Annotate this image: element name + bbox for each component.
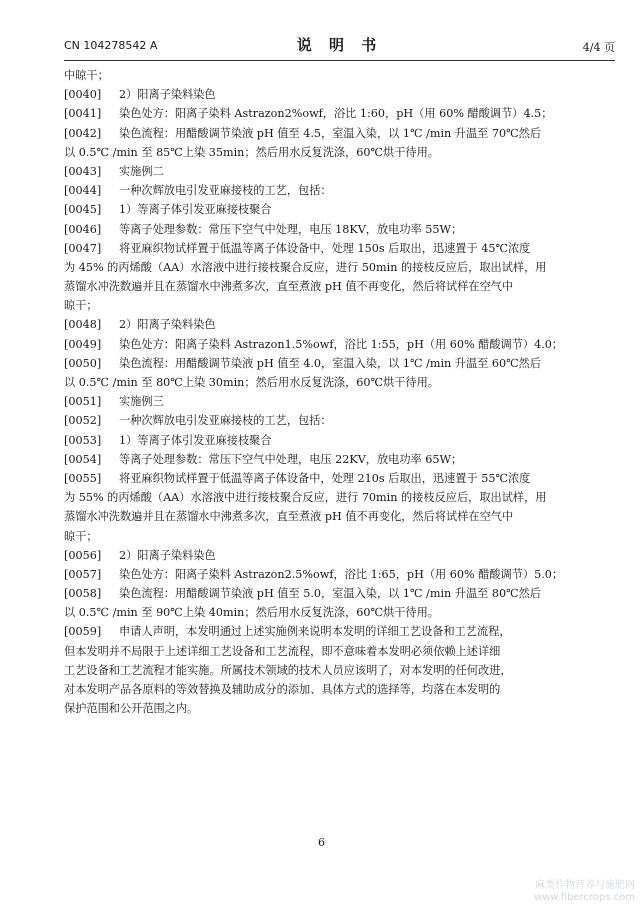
- paragraph-line: [64, 220, 603, 239]
- continuation-line: [64, 527, 603, 546]
- line-text: 为 45% 的丙烯酸（AA）水溶液中进行接枝聚合反应，进行 50min 的接枝反应后，取出试样，用: [64, 260, 547, 274]
- paragraph-number: [0052]: [64, 414, 102, 428]
- paragraph-line: [64, 239, 603, 258]
- continuation-line: [64, 603, 603, 622]
- paragraph-number: [0042]: [64, 126, 102, 140]
- paragraph-number: [0045]: [64, 203, 102, 217]
- document-body: [64, 66, 603, 718]
- line-text: 实施例二: [119, 164, 164, 178]
- page-count: 4/4 页: [582, 41, 615, 54]
- paragraph-line: [64, 85, 603, 104]
- paragraph-line: [64, 335, 603, 354]
- paragraph-line: [64, 469, 603, 488]
- line-text: 晾干；: [64, 529, 98, 543]
- line-text: 申请人声明，本发明通过上述实施例来说明本发明的详细工艺设备和工艺流程，: [119, 625, 511, 639]
- watermark-line-1: 麻类作物营养与施肥网: [535, 880, 635, 891]
- line-text: 但本发明并不局限于上述详细工艺设备和工艺流程，即不意味着本发明必须依赖上述详细: [64, 644, 501, 658]
- continuation-line: [64, 66, 603, 85]
- paragraph-number: [0043]: [64, 164, 102, 178]
- continuation-line: [64, 373, 603, 392]
- paragraph-number: [0049]: [64, 337, 102, 351]
- line-text: 等离子处理参数：常压下空气中处理，电压 22KV，放电功率 65W；: [119, 452, 463, 466]
- line-text: 2）阳离子染料染色: [119, 88, 216, 102]
- continuation-line: [64, 699, 603, 718]
- line-text: 为 55% 的丙烯酸（AA）水溶液中进行接枝聚合反应，进行 70min 的接枝反应后，取出试样，用: [64, 491, 547, 505]
- line-text: 等离子处理参数：常压下空气中处理，电压 18KV，放电功率 55W；: [119, 222, 463, 236]
- line-text: 一种次辉放电引发亚麻接枝的工艺，包括：: [119, 414, 332, 428]
- paragraph-line: [64, 162, 603, 181]
- paragraph-number: [0046]: [64, 222, 102, 236]
- continuation-line: [64, 143, 603, 162]
- watermark-line-2: www.fibercrops.com: [533, 892, 635, 903]
- page-number: 6: [318, 836, 325, 849]
- continuation-line: [64, 642, 603, 661]
- line-text: 对本发明产品各原料的等效替换及辅助成分的添加、具体方式的选择等，均落在本发明的: [64, 683, 501, 696]
- line-text: 将亚麻织物试样置于低温等离子体设备中，处理 210s 后取出，迅速置于 55℃浓度: [119, 471, 531, 485]
- continuation-line: [64, 277, 603, 296]
- paragraph-number: [0041]: [64, 107, 102, 121]
- paragraph-number: [0058]: [64, 587, 102, 601]
- watermark: [534, 880, 635, 904]
- paragraph-line: [64, 200, 603, 219]
- line-text: 1）等离子体引发亚麻接枝聚合: [119, 433, 272, 447]
- line-text: 蒸馏水冲洗数遍并且在蒸馏水中沸煮多次，直至煮液 pH 值不再变化，然后将试样在空气中: [64, 510, 514, 524]
- line-text: 染色处方：阳离子染料 Astrazon1.5%owf，浴比 1:55，pH（用 60% 醋酸调节）4.0；: [119, 337, 564, 351]
- continuation-line: [64, 507, 603, 526]
- paragraph-number: [0054]: [64, 452, 102, 466]
- paragraph-line: [64, 450, 603, 469]
- line-text: 保护范围和公开范围之内。: [64, 702, 199, 716]
- paragraph-number: [0050]: [64, 356, 102, 370]
- line-text: 中晾干；: [64, 69, 109, 82]
- line-text: 实施例三: [119, 395, 164, 409]
- document-number: CN 104278542 A: [64, 39, 158, 52]
- paragraph-number: [0056]: [64, 548, 102, 562]
- paragraph-line: [64, 315, 603, 334]
- line-text: 2）阳离子染料染色: [119, 548, 216, 562]
- continuation-line: [64, 661, 603, 680]
- paragraph-line: [64, 546, 603, 565]
- paragraph-number: [0055]: [64, 471, 102, 485]
- paragraph-number: [0051]: [64, 395, 102, 409]
- paragraph-line: [64, 354, 603, 373]
- paragraph-number: [0048]: [64, 318, 102, 332]
- continuation-line: [64, 680, 603, 699]
- page-header: [64, 34, 615, 56]
- paragraph-line: [64, 431, 603, 450]
- paragraph-line: [64, 104, 603, 123]
- line-text: 染色流程：用醋酸调节染液 pH 值至 5.0，室温入染，以 1℃ /min 升温至 80℃然后: [119, 587, 542, 601]
- paragraph-number: [0059]: [64, 625, 102, 639]
- line-text: 晾干；: [64, 299, 98, 313]
- line-text: 蒸馏水冲洗数遍并且在蒸馏水中沸煮多次，直至煮液 pH 值不再变化，然后将试样在空气中: [64, 280, 514, 294]
- line-text: 染色处方：阳离子染料 Astrazon2%owf，浴比 1:60，pH（用 60% 醋酸调节）4.5；: [119, 107, 553, 121]
- paragraph-line: [64, 392, 603, 411]
- paragraph-number: [0044]: [64, 184, 102, 198]
- line-text: 染色流程：用醋酸调节染液 pH 值至 4.0，室温入染，以 1℃ /min 升温至 60℃然后: [119, 356, 542, 370]
- continuation-line: [64, 296, 603, 315]
- paragraph-number: [0040]: [64, 88, 102, 102]
- paragraph-line: [64, 622, 603, 641]
- line-text: 以 0.5℃ /min 至 80℃上染 30min；然后用水反复洗涤，60℃烘干待用。: [64, 376, 439, 389]
- continuation-line: [64, 488, 603, 507]
- line-text: 以 0.5℃ /min 至 85℃上染 35min；然后用水反复洗涤，60℃烘干待用。: [64, 145, 439, 159]
- paragraph-line: [64, 584, 603, 603]
- paragraph-line: [64, 411, 603, 430]
- document-title: 说 明 书: [296, 36, 383, 54]
- line-text: 染色流程：用醋酸调节染液 pH 值至 4.5，室温入染，以 1℃ /min 升温至 70℃然后: [119, 126, 542, 140]
- line-text: 染色处方：阳离子染料 Astrazon2.5%owf，浴比 1:65，pH（用 60% 醋酸调节）5.0；: [119, 567, 564, 581]
- line-text: 工艺设备和工艺流程才能实施。所属技术领域的技术人员应该明了，对本发明的任何改进，: [64, 663, 512, 677]
- line-text: 2）阳离子染料染色: [119, 318, 216, 332]
- paragraph-number: [0057]: [64, 567, 102, 581]
- paragraph-line: [64, 565, 603, 584]
- header-divider: [64, 60, 615, 61]
- line-text: 1）等离子体引发亚麻接枝聚合: [119, 203, 272, 217]
- continuation-line: [64, 258, 603, 277]
- paragraph-line: [64, 181, 603, 200]
- paragraph-number: [0047]: [64, 241, 102, 255]
- paragraph-number: [0053]: [64, 433, 102, 447]
- paragraph-line: [64, 124, 603, 143]
- line-text: 一种次辉放电引发亚麻接枝的工艺，包括：: [119, 184, 332, 198]
- line-text: 将亚麻织物试样置于低温等离子体设备中，处理 150s 后取出，迅速置于 45℃浓度: [119, 241, 531, 255]
- line-text: 以 0.5℃ /min 至 90℃上染 40min；然后用水反复洗涤，60℃烘干待用。: [64, 606, 439, 620]
